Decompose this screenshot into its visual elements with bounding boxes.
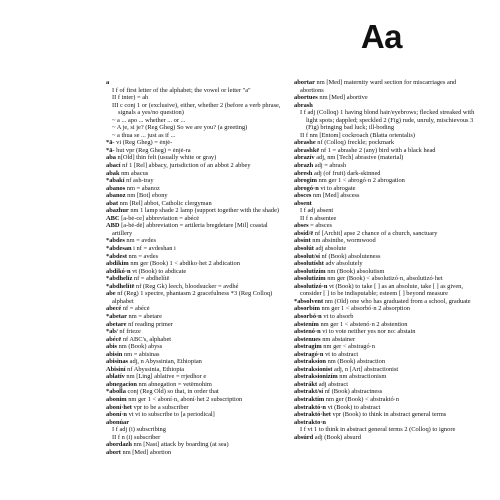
headword: Abisiní bbox=[106, 365, 126, 373]
headword: abstraktó·het bbox=[294, 411, 331, 419]
dictionary-entry: abanos nm = abanoz bbox=[106, 184, 160, 192]
dictionary-entry: abstrákt adj abstract bbox=[294, 380, 348, 388]
headword: aba bbox=[106, 154, 116, 162]
dictionary-entry: abstraksion nm (Book) abstraction bbox=[294, 358, 386, 366]
dictionary-entry: ~ A je, si je? (Reg Gheg) So we are you? (a greeting) bbox=[112, 124, 248, 132]
headword: abací bbox=[106, 162, 121, 170]
headword: abrash bbox=[294, 101, 313, 109]
dictionary-entry: *ā- vi (Reg Gheg) = ėnjė- bbox=[106, 139, 173, 147]
dictionary-entry: absíd/ë nf [Archit] apse 2 chance of a church, sanctuary bbox=[294, 229, 438, 237]
dictionary-entry: *abakí nf ash-tray bbox=[106, 177, 154, 185]
dictionary-entry: abstenues nm abstainer bbox=[294, 335, 356, 343]
headword: abnegacion bbox=[106, 380, 137, 388]
headword: abstením bbox=[294, 320, 319, 328]
headword: absolutizím bbox=[294, 267, 326, 275]
dictionary-entry: absolutísht adv absolutely bbox=[294, 260, 363, 268]
headword: abat bbox=[106, 199, 119, 207]
dictionary-entry: abdikim nm ger (Book) 1 < abdiko·het 2 abdication bbox=[106, 260, 240, 268]
dictionary-entry: aboní·het vpr to be a subscriber bbox=[106, 403, 189, 411]
dictionary-entry: abisinas adj, n Abyssinian, Ethiopian bbox=[106, 358, 202, 366]
headword: abrazív bbox=[294, 154, 315, 162]
dictionary-entry: abrazív adj, nm [Tech] abrasive (material) bbox=[294, 154, 404, 162]
dictionary-entry: *ā- hut vpr (Reg Gheg) = ėnjė-ra bbox=[106, 146, 191, 154]
dictionary-entry: Abisiní nf Abyssinia, Ethiopia bbox=[106, 365, 185, 373]
headword: abak bbox=[106, 169, 120, 177]
dictionary-entry: ~ a ... apo ... whether ... or ... bbox=[112, 116, 186, 124]
headword: *abetar bbox=[106, 312, 127, 320]
dictionary-entry: abisin nm = abisinas bbox=[106, 350, 160, 358]
headword: ABD bbox=[106, 222, 120, 230]
dictionary-entry: abrashe nf (Colloq) freckle; pockmark bbox=[294, 139, 395, 147]
headword: abrashkë bbox=[294, 146, 320, 154]
dictionary-entry: abortues nm [Med] abortive bbox=[294, 94, 368, 102]
dictionary-entry: abort nm [Med] abortion bbox=[106, 448, 172, 456]
dictionary-entry: ablatív nm [Ling] ablative = rrjedhor e bbox=[106, 373, 207, 381]
headword: abstenó·n bbox=[294, 328, 321, 336]
dictionary-entry: abstraktó·het vpr (Book) to think in abstract general terms bbox=[294, 411, 447, 419]
headword: absúrd bbox=[294, 433, 314, 441]
headword: a bbox=[106, 79, 110, 86]
dictionary-entry: abstraktím nm ger (Book) < abstraktó·n bbox=[294, 395, 399, 403]
headword: abstragó·n bbox=[294, 350, 324, 358]
headword: abses bbox=[294, 222, 309, 230]
dictionary-entry: I f adj (i) subscribing bbox=[112, 426, 166, 434]
dictionary-entry: abetare nf reading primer bbox=[106, 320, 173, 328]
dictionary-entry: abanoz nm [Bot] ebony bbox=[106, 192, 168, 200]
dictionary-entry: abis nm (Book) abyss bbox=[106, 343, 163, 351]
headword: abstragim bbox=[294, 343, 322, 351]
dictionary-entry: II f inter) = ah bbox=[112, 94, 149, 102]
headword: absolutísht bbox=[294, 260, 324, 268]
headword: absent bbox=[294, 199, 312, 207]
headword: abe bbox=[106, 290, 116, 298]
headword: *abdhelítë bbox=[106, 282, 135, 290]
headword: abstraksionizím bbox=[294, 373, 338, 381]
dictionary-entry: ABD [a-bė-dė] abbreviation = artileria bregdetare [Mil] coastal artillery bbox=[106, 222, 268, 237]
headword: absorbím bbox=[294, 305, 320, 313]
dictionary-entry: abonim nm ger 1 < aboní·n, aboní·het 2 subscription bbox=[106, 395, 243, 403]
dictionary-entry: abe nf (Reg) 1 spectre, phantasm 2 gracefulness *3 (Reg Colloq) alphabet bbox=[106, 290, 273, 305]
headword: *abdesan bbox=[106, 245, 132, 253]
headword: *absolvent bbox=[294, 297, 324, 305]
headword: *abdes bbox=[106, 237, 125, 245]
dictionary-entry: abazhur nm 1 lamp shade 2 lamp (support together with the shade) bbox=[106, 207, 280, 215]
dictionary-entry: abstraktó·n vt (Book) to abstract bbox=[294, 403, 381, 411]
headword: abetare bbox=[106, 320, 127, 328]
headword: absínt bbox=[294, 237, 311, 245]
dictionary-entry: I f of first letter of the alphabet; the vowel or letter "a" bbox=[112, 86, 251, 94]
dictionary-entry: abací nf 1 [Rel] abbacy, jurisdiction of an abbot 2 abbey bbox=[106, 162, 251, 170]
headword: abstraktó·n bbox=[294, 403, 326, 411]
headword: abonúar bbox=[106, 418, 130, 426]
headword: abstraksionist bbox=[294, 365, 333, 373]
headword: abisin bbox=[106, 350, 123, 358]
dictionary-entry bbox=[294, 200, 480, 208]
headword: abresh bbox=[294, 169, 313, 177]
dictionary-entry: abstením nm ger 1 < abstenó·n 2 abstention bbox=[294, 320, 408, 328]
headword: abrashe bbox=[294, 139, 316, 147]
dictionary-entry: *abolla conj (Reg Old) so that, in order that bbox=[106, 388, 219, 396]
headword: abisinas bbox=[106, 358, 129, 366]
dictionary-entry: III c conj 1 or (exclusive), either, whether 2 (before a verb phrase, signals a yes/no question) bbox=[112, 101, 281, 117]
dictionary-entry: absúrd adj (Book) absurd bbox=[294, 433, 361, 441]
headword: abstrakt/sí bbox=[294, 388, 324, 396]
headword: absolut/sí bbox=[294, 252, 320, 260]
dictionary-entry bbox=[294, 102, 480, 110]
dictionary-entry: abrashkë nf 1 = abrashe 2 (any) bird with a black head bbox=[294, 146, 436, 154]
dictionary-entry: abstragim nm ger < abstragó·n bbox=[294, 343, 375, 351]
dictionary-entry: *abdesan i nf = avdeshan i bbox=[106, 245, 176, 253]
dictionary-entry: absolut/sí nf (Book) absoluteness bbox=[294, 252, 381, 260]
dictionary-entry: *ab/ nf frieze bbox=[106, 328, 141, 336]
right-column bbox=[294, 79, 480, 441]
headword: absíd/ë bbox=[294, 229, 314, 237]
dictionary-entry: abecé nf = abécė bbox=[106, 305, 150, 313]
dictionary-entry: I f vt 1 to think in abstract general terms 2 (Colloq) to ignore bbox=[300, 426, 456, 434]
headword: *abdhelíz bbox=[106, 275, 133, 283]
headword: abrazh bbox=[294, 162, 314, 170]
dictionary-entry: ABC [a-bė-ce] abbreviation = abécė bbox=[106, 214, 200, 222]
dictionary-entry: I f adj absent bbox=[300, 207, 334, 215]
headword: abdikó·n bbox=[106, 267, 131, 275]
dictionary-entry: aba n[Old] thin felt (usually white or gray) bbox=[106, 154, 217, 162]
headword: abonim bbox=[106, 395, 127, 403]
dictionary-entry: abécë nf ABC's, alphabet bbox=[106, 335, 172, 343]
headword: *ā- bbox=[106, 146, 115, 154]
headword: abstrákt bbox=[294, 380, 318, 388]
dictionary-entry: absolutizím nm ger (Book) < absolutizó·n, absolutizó·het bbox=[294, 275, 443, 283]
dictionary-entry: abstraksionist adj, n [Art] abstractionist bbox=[294, 365, 399, 373]
headword: *ā- bbox=[106, 139, 115, 147]
dictionary-entry: abstenó·n vi to vote neither yes nor no: abstain bbox=[294, 328, 416, 336]
headword: absolút bbox=[294, 245, 314, 253]
dictionary-entry: abrogim nm ger 1 < abrogó·n 2 abrogation bbox=[294, 177, 405, 185]
dictionary-entry: absolút adj absolute bbox=[294, 245, 347, 253]
dictionary-entry: absolutizím nm (Book) absolutism bbox=[294, 267, 385, 275]
headword: *abakí bbox=[106, 177, 125, 185]
dictionary-entry: abat nm [Rel] abbot, Catholic clergyman bbox=[106, 199, 212, 207]
dictionary-entry: *abdes nm = avdes bbox=[106, 237, 156, 245]
dictionary-entry: absolutizó·n vt (Book) to take [ ] as an absolute, take [ ] as given, consider [ ] to be indisputable; esteem [ ] beyond measure bbox=[294, 282, 463, 298]
headword: abordazh bbox=[106, 441, 132, 449]
dictionary-entry: II f n absentee bbox=[300, 214, 337, 222]
headword: abortar bbox=[294, 79, 315, 86]
left-column bbox=[106, 79, 284, 456]
dictionary-entry: aboní·n vt vt to subscribe to [a periodical] bbox=[106, 411, 215, 419]
dictionary-entry: abstrakt/sí nf (Book) abstractness bbox=[294, 388, 383, 396]
dictionary-entry: abresh adj (of fruit) dark-skinned bbox=[294, 169, 381, 177]
dictionary-entry: abdikó·n vt (Book) to abdicate bbox=[106, 267, 187, 275]
headword: abstraksion bbox=[294, 358, 326, 366]
dictionary-entry: *abdhelíz nf = abdhelítë bbox=[106, 275, 170, 283]
headword: abdikim bbox=[106, 260, 129, 268]
headword: abécë bbox=[106, 335, 122, 343]
headword: abrogim bbox=[294, 177, 317, 185]
headword: abstraktím bbox=[294, 395, 325, 403]
dictionary-entry: abrazh adj = abrash bbox=[294, 162, 347, 170]
headword: ABC bbox=[106, 214, 120, 222]
dictionary-entry: II f nm [Entom] cockroach (Blatta orientalis) bbox=[300, 131, 415, 139]
dictionary-entry: abak nm abacus bbox=[106, 169, 149, 177]
dictionary-entry: abordazh nm [Nast] attack by boarding (at sea) bbox=[106, 441, 229, 449]
dictionary-entry: absínt nm absinthe, wormwood bbox=[294, 237, 376, 245]
headword: abecé bbox=[106, 305, 122, 313]
dictionary-entry: absces nm [Med] abscess bbox=[294, 192, 360, 200]
dictionary-entry: *absolvent nm (Old) one who has graduated from a school, graduate bbox=[294, 297, 471, 305]
page-heading-letters: Aa bbox=[360, 18, 402, 55]
headword: abortues bbox=[294, 94, 318, 102]
headword: abort bbox=[106, 448, 121, 456]
headword: abis bbox=[106, 343, 118, 351]
dictionary-entry: absorbó·n vt to absorb bbox=[294, 312, 354, 320]
dictionary-entry: *abdest nm = avdes bbox=[106, 252, 159, 260]
dictionary-entry: *abdhelítë nf (Reg Gk) leech, bloodsucker = avdhé bbox=[106, 282, 239, 290]
dictionary-entry bbox=[294, 419, 480, 427]
headword: ablatív bbox=[106, 373, 125, 381]
headword: aboní·het bbox=[106, 403, 132, 411]
headword: abstrakto·n bbox=[294, 418, 326, 426]
headword: absolutizó·n bbox=[294, 282, 328, 290]
headword: absolutizím bbox=[294, 275, 326, 283]
dictionary-entry: abstraksionizím nm abstractionism bbox=[294, 373, 387, 381]
headword: absces bbox=[294, 192, 312, 200]
dictionary-entry: II f n (i) subscriber bbox=[112, 433, 161, 441]
headword: abstenues bbox=[294, 335, 321, 343]
headword: *ab/ bbox=[106, 328, 118, 336]
dictionary-entry: abnegacion nm abnegation = vetëmohim bbox=[106, 380, 212, 388]
dictionary-entry: I f adj (Colloq) 1 having blond hair/eyebrows; flecked streaked with light spots; dappled; speckled 2 (Fig) rude, unruly, mischievous 3 (Fig) bringing bad luck; ill-boding bbox=[300, 109, 475, 132]
dictionary-entry: abses = absces bbox=[294, 222, 333, 230]
dictionary-entry: ~ a thua se ... just as if ... bbox=[112, 131, 176, 139]
headword: abanoz bbox=[106, 192, 126, 200]
headword: *abolla bbox=[106, 388, 126, 396]
headword: abazhur bbox=[106, 207, 129, 215]
dictionary-entry: abrogó·n vt to abrogate bbox=[294, 184, 356, 192]
dictionary-entry: abortar nm [Med] maternity ward section for miscarriages and abortions bbox=[294, 79, 457, 94]
headword: abrogó·n bbox=[294, 184, 319, 192]
headword: aboní·n bbox=[106, 411, 127, 419]
dictionary-entry bbox=[106, 419, 284, 427]
dictionary-entry bbox=[106, 79, 284, 87]
dictionary-entry: absorbím nm ger 1 < absorbó·n 2 absorption bbox=[294, 305, 410, 313]
headword: *abdest bbox=[106, 252, 127, 260]
dictionary-entry: abstragó·n vt to abstract bbox=[294, 350, 359, 358]
dictionary-entry: *abetar nm = abetare bbox=[106, 312, 162, 320]
headword: abanos bbox=[106, 184, 126, 192]
headword: absorbó·n bbox=[294, 312, 322, 320]
